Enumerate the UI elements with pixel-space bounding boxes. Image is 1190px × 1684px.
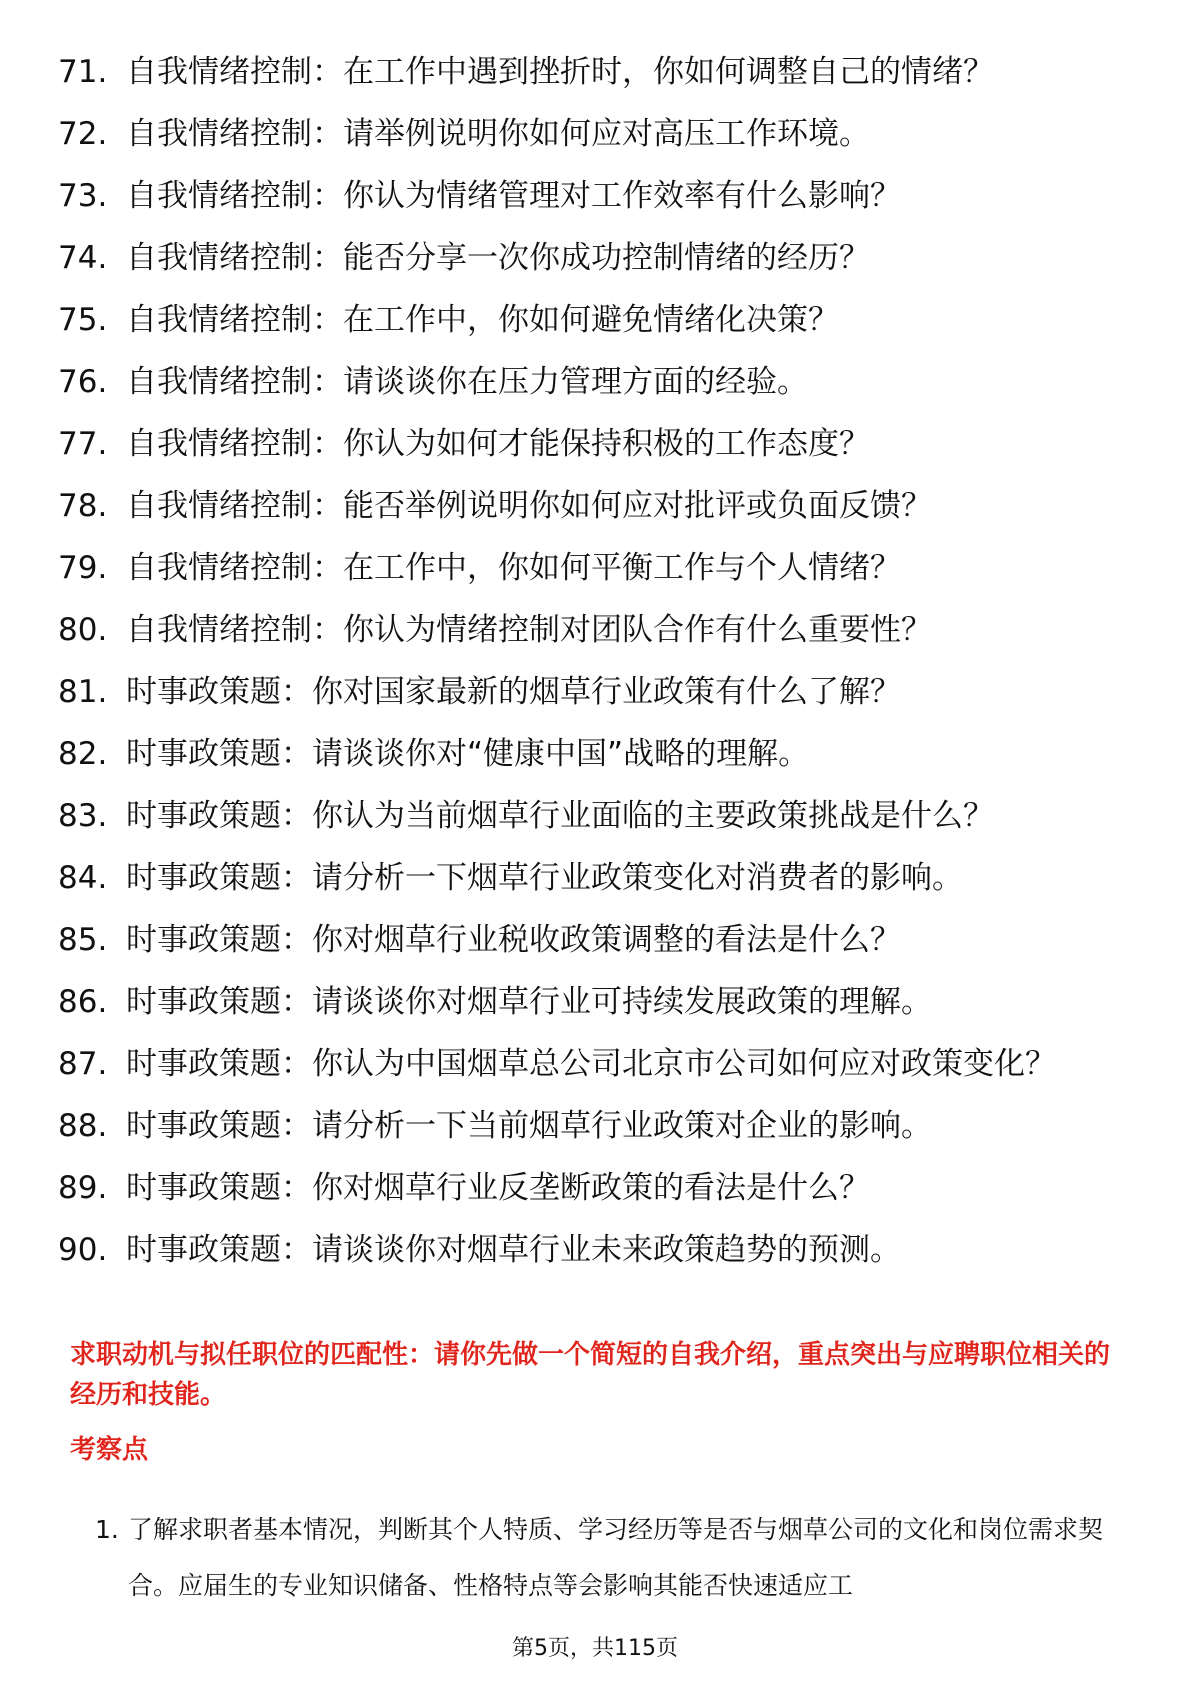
list-item <box>58 794 1118 839</box>
question-number: 84. <box>58 860 108 896</box>
highlight-question: 求职动机与拟任职位的匹配性：请你先做一个简短的自我介绍，重点突出与应聘职位相关的经历和技能。 <box>70 1340 1111 1410</box>
question-text: 自我情绪控制：能否分享一次你成功控制情绪的经历？ <box>126 240 870 276</box>
question-text: 时事政策题：你认为当前烟草行业面临的主要政策挑战是什么？ <box>126 798 994 834</box>
question-text: 时事政策题：请谈谈你对烟草行业可持续发展政策的理解。 <box>126 984 932 1020</box>
question-text: 时事政策题：请谈谈你对烟草行业未来政策趋势的预测。 <box>126 1232 901 1268</box>
question-number: 82. <box>58 736 108 772</box>
question-list <box>58 50 1118 1290</box>
list-item <box>58 1166 1118 1211</box>
list-item <box>58 670 1118 715</box>
list-item <box>58 422 1118 467</box>
page-footer: 第5页，共115页 <box>512 1636 678 1661</box>
question-number: 90. <box>58 1232 108 1268</box>
question-number: 80. <box>58 612 108 648</box>
point-text: 了解求职者基本情况，判断其个人特质、学习经历等是否与烟草公司的文化和岗位需求契合。应届生的专业知识储备、性格特点等会影响其能否快速适应工 <box>128 1515 1104 1600</box>
question-text: 自我情绪控制：你认为情绪控制对团队合作有什么重要性？ <box>126 612 932 648</box>
list-item <box>95 1502 1120 1614</box>
point-list <box>95 1502 1120 1614</box>
point-number: 1. <box>95 1515 119 1544</box>
list-item <box>58 112 1118 157</box>
list-item <box>58 484 1118 529</box>
list-item <box>58 1228 1118 1273</box>
question-text: 时事政策题：请谈谈你对“健康中国”战略的理解。 <box>126 736 810 772</box>
list-item <box>58 360 1118 405</box>
question-text: 自我情绪控制：能否举例说明你如何应对批评或负面反馈？ <box>126 488 932 524</box>
question-text: 时事政策题：你对烟草行业反垄断政策的看法是什么？ <box>126 1170 870 1206</box>
question-number: 83. <box>58 798 108 834</box>
question-text: 自我情绪控制：请谈谈你在压力管理方面的经验。 <box>126 364 808 400</box>
question-number: 81. <box>58 674 108 710</box>
question-number: 73. <box>58 178 108 214</box>
list-item <box>58 1042 1118 1087</box>
list-item <box>58 298 1118 343</box>
question-text: 自我情绪控制：请举例说明你如何应对高压工作环境。 <box>126 116 870 152</box>
question-number: 85. <box>58 922 108 958</box>
list-item <box>58 856 1118 901</box>
question-text: 时事政策题：你对烟草行业税收政策调整的看法是什么？ <box>126 922 901 958</box>
question-number: 89. <box>58 1170 108 1206</box>
question-number: 87. <box>58 1046 108 1082</box>
list-item <box>58 546 1118 591</box>
list-item <box>58 174 1118 219</box>
question-number: 86. <box>58 984 108 1020</box>
list-item <box>58 1104 1118 1149</box>
question-text: 自我情绪控制：你认为如何才能保持积极的工作态度？ <box>126 426 870 462</box>
question-text: 自我情绪控制：在工作中，你如何平衡工作与个人情绪？ <box>126 550 901 586</box>
question-number: 76. <box>58 364 108 400</box>
question-number: 88. <box>58 1108 108 1144</box>
question-number: 75. <box>58 302 108 338</box>
list-item <box>58 236 1118 281</box>
section-title: 考察点 <box>70 1435 149 1465</box>
list-item <box>58 50 1118 95</box>
list-item <box>58 980 1118 1025</box>
question-number: 74. <box>58 240 108 276</box>
question-text: 时事政策题：请分析一下烟草行业政策变化对消费者的影响。 <box>126 860 963 896</box>
question-number: 77. <box>58 426 108 462</box>
question-text: 自我情绪控制：在工作中遇到挫折时，你如何调整自己的情绪？ <box>126 54 994 90</box>
question-number: 71. <box>58 54 108 90</box>
question-number: 78. <box>58 488 108 524</box>
list-item <box>58 918 1118 963</box>
question-text: 自我情绪控制：在工作中，你如何避免情绪化决策？ <box>126 302 839 338</box>
question-number: 72. <box>58 116 108 152</box>
list-item <box>58 732 1118 777</box>
question-text: 时事政策题：请分析一下当前烟草行业政策对企业的影响。 <box>126 1108 932 1144</box>
question-text: 自我情绪控制：你认为情绪管理对工作效率有什么影响？ <box>126 178 901 214</box>
question-text: 时事政策题：你认为中国烟草总公司北京市公司如何应对政策变化？ <box>126 1046 1056 1082</box>
question-number: 79. <box>58 550 108 586</box>
list-item <box>58 608 1118 653</box>
question-text: 时事政策题：你对国家最新的烟草行业政策有什么了解？ <box>126 674 901 710</box>
